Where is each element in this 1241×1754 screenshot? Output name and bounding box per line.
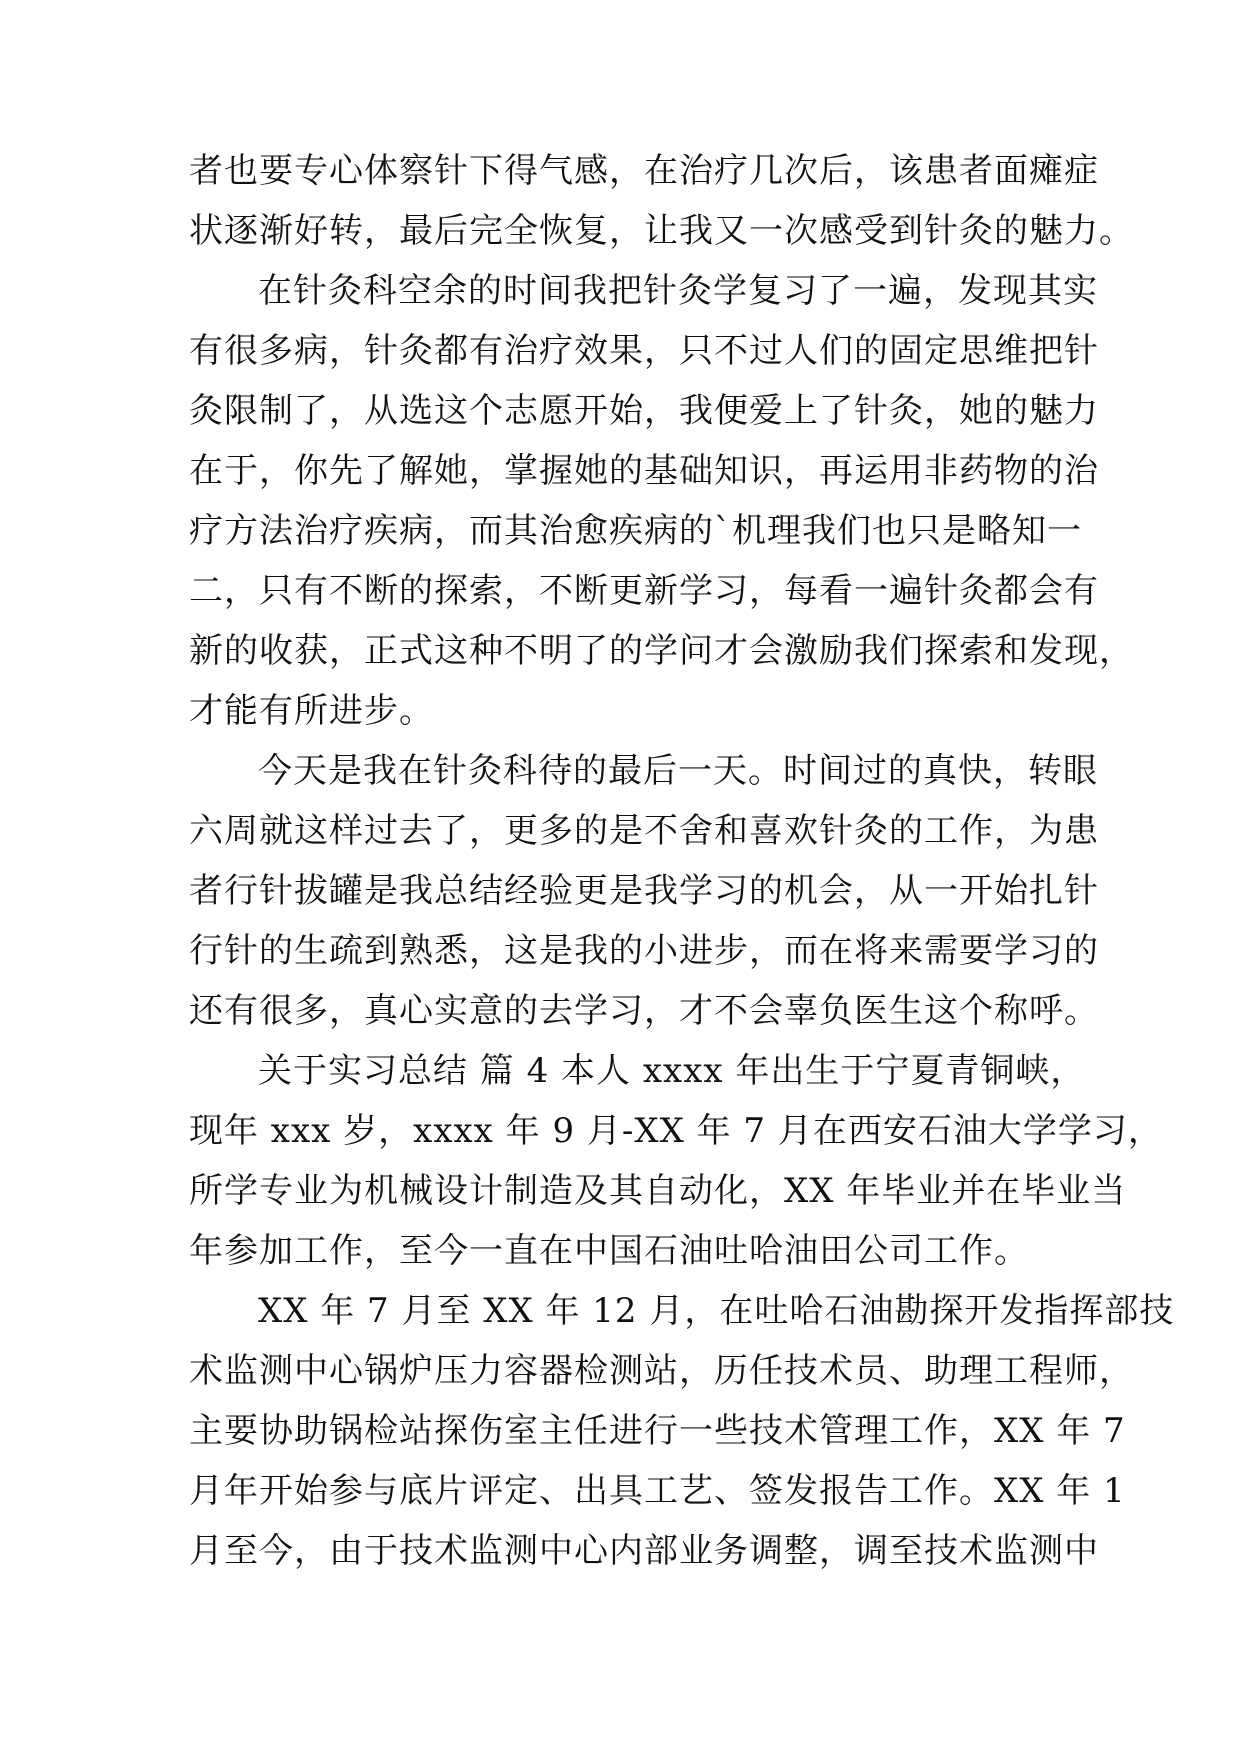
text-line: 在于，你先了解她，掌握她的基础知识，再运用非药物的治 <box>189 451 1099 491</box>
paragraph-last-line: 还有很多，真心实意的去学习，才不会辜负医生这个称呼。 <box>189 991 1099 1031</box>
text-line: 行针的生疏到熟悉，这是我的小进步，而在将来需要学习的 <box>189 931 1099 971</box>
text-line: 者行针拔罐是我总结经验更是我学习的机会，从一开始扎针 <box>189 871 1099 911</box>
text-line: 月至今，由于技术监测中心内部业务调整，调至技术监测中 <box>189 1531 1099 1571</box>
paragraph-last-line: 年参加工作，至今一直在中国石油吐哈油田公司工作。 <box>189 1231 1029 1271</box>
paragraph-first-line: 今天是我在针灸科待的最后一天。时间过的真快，转眼 <box>258 751 1098 791</box>
paragraph-first-line: XX 年 7 月至 XX 年 12 月，在吐哈石油勘探开发指挥部技 <box>258 1291 1175 1331</box>
section-heading-line: 关于实习总结 篇 4 本人 xxxx 年出生于宁夏青铜峡， <box>258 1051 1086 1091</box>
text-line: 者也要专心体察针下得气感，在治疗几次后，该患者面瘫症 <box>189 151 1099 191</box>
text-line: 所学专业为机械设计制造及其自动化，XX 年毕业并在毕业当 <box>189 1171 1127 1211</box>
text-line: 状逐渐好转，最后完全恢复，让我又一次感受到针灸的魅力。 <box>189 211 1134 251</box>
paragraph-first-line: 在针灸科空余的时间我把针灸学复习了一遍，发现其实 <box>258 271 1098 311</box>
text-line: 六周就这样过去了，更多的是不舍和喜欢针灸的工作，为患 <box>189 811 1099 851</box>
text-line: 灸限制了，从选这个志愿开始，我便爱上了针灸，她的魅力 <box>189 391 1099 431</box>
text-line: 二，只有不断的探索，不断更新学习，每看一遍针灸都会有 <box>189 571 1099 611</box>
text-line: 疗方法治疗疾病，而其治愈疾病的`机理我们也只是略知一 <box>189 511 1082 551</box>
text-line: 新的收获，正式这种不明了的学问才会激励我们探索和发现， <box>189 631 1134 671</box>
paragraph-last-line: 才能有所进步。 <box>189 691 434 731</box>
text-line: 月年开始参与底片评定、出具工艺、签发报告工作。XX 年 1 <box>189 1471 1126 1511</box>
text-line: 现年 xxx 岁，xxxx 年 9 月-XX 年 7 月在西安石油大学学习， <box>189 1111 1163 1151</box>
text-line: 术监测中心锅炉压力容器检测站，历任技术员、助理工程师， <box>189 1351 1134 1391</box>
text-line: 有很多病，针灸都有治疗效果，只不过人们的固定思维把针 <box>189 331 1099 371</box>
text-line: 主要协助锅检站探伤室主任进行一些技术管理工作，XX 年 7 <box>189 1411 1126 1451</box>
